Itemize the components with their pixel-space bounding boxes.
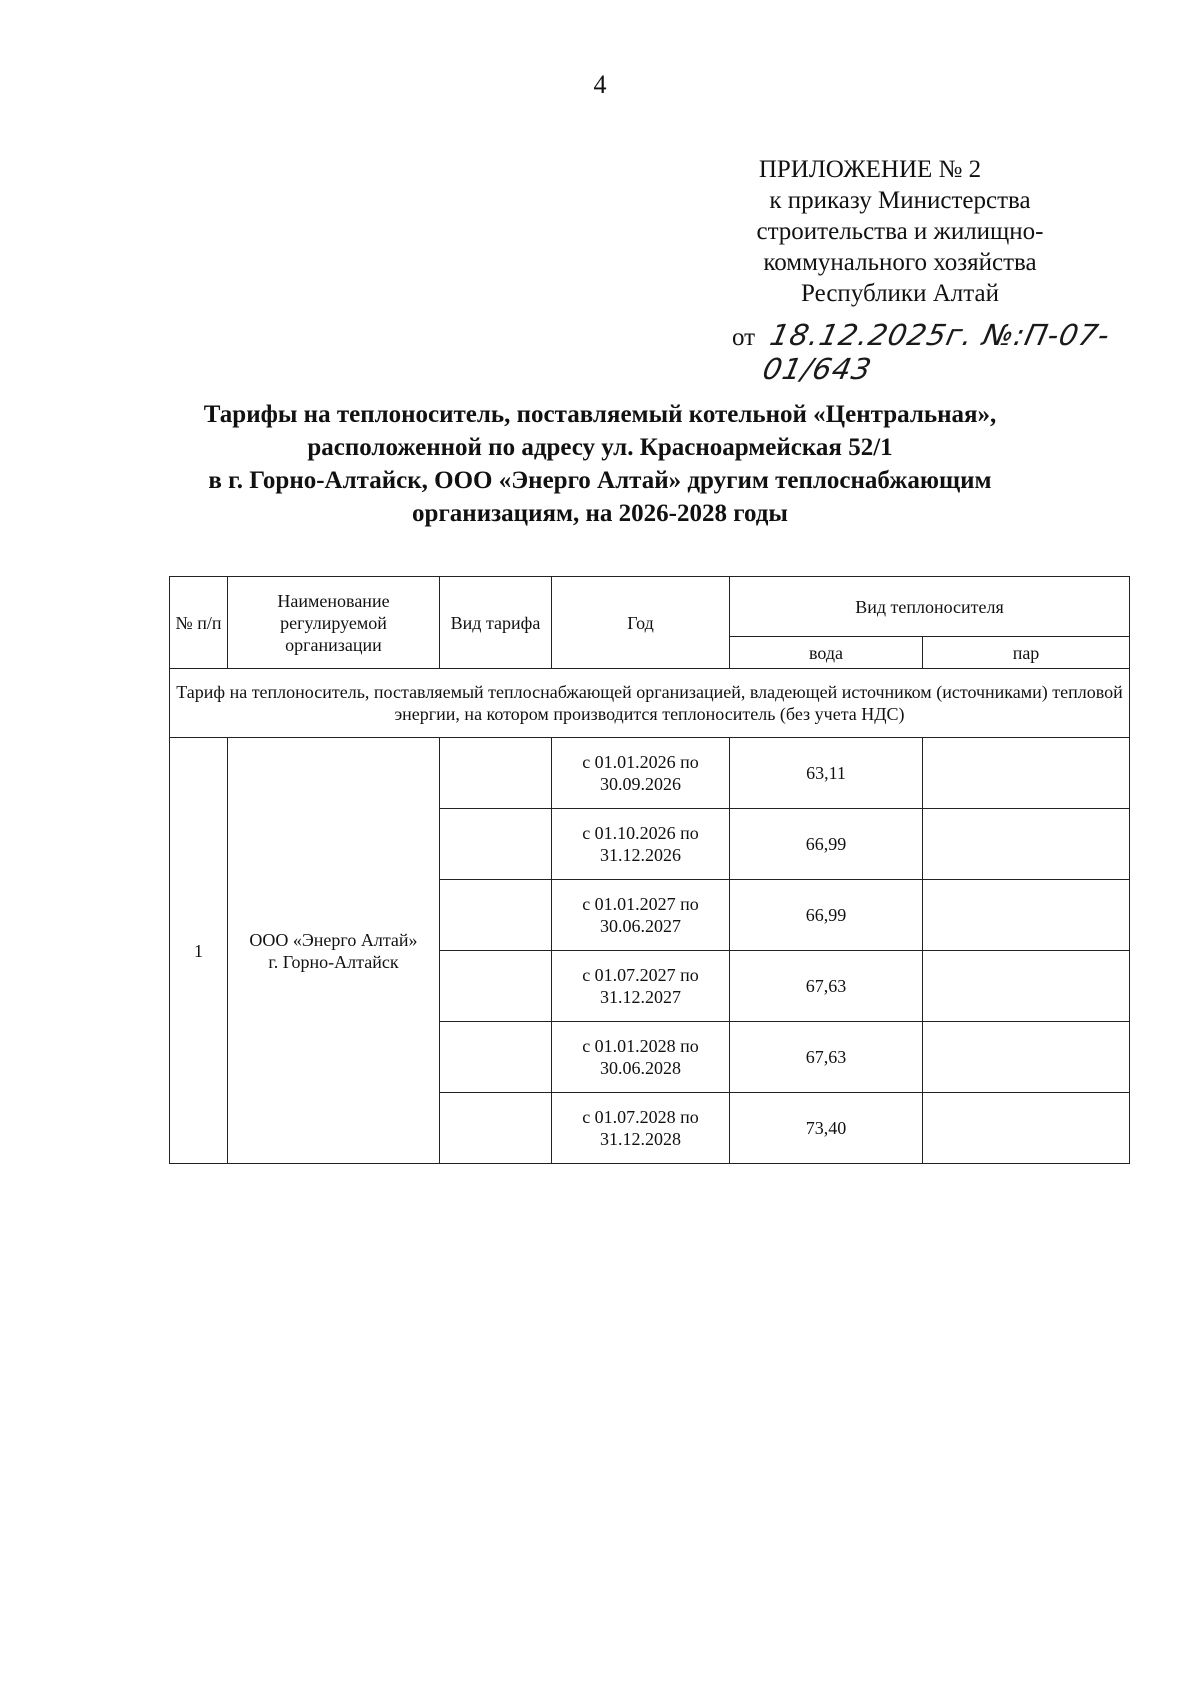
period-end: 31.12.2028 [600,1129,681,1149]
appendix-line: коммунального хозяйства [763,249,1037,276]
period-end: 30.09.2026 [600,774,681,794]
tariff-type-cell [440,951,552,1022]
steam-value [923,809,1130,880]
water-value: 66,99 [730,880,923,951]
tariff-type-cell [440,1022,552,1093]
period-start: с 01.07.2027 по [582,965,699,985]
period-start: с 01.07.2028 по [582,1107,699,1127]
header-water: вода [730,637,923,669]
appendix-block [690,154,1110,309]
period-start: с 01.01.2026 по [582,752,699,772]
tariff-type-cell [440,1093,552,1164]
tariff-table [169,576,1130,1164]
table-note: Тариф на теплоноситель, поставляемый теплоснабжающей организацией, владеющей источником (источниками) тепловой энергии, на котором производится теплоноситель (без учета НДС) [170,669,1130,738]
order-date-line [732,318,1132,386]
header-carrier: Вид теплоносителя [730,577,1130,637]
water-value: 67,63 [730,1022,923,1093]
title-line: Тарифы на теплоноситель, поставляемый котельной «Центральная», [203,401,997,428]
water-value: 67,63 [730,951,923,1022]
page-number: 4 [593,70,607,99]
appendix-line: к приказу Министерства [769,187,1031,214]
period-start: с 01.01.2028 по [582,1036,699,1056]
date-prefix: от [732,324,756,351]
header-row [170,577,1130,637]
period-end: 31.12.2026 [600,845,681,865]
period-start: с 01.01.2027 по [582,894,699,914]
period-cell [552,880,730,951]
steam-value [923,880,1130,951]
title-line: организациям, на 2026-2028 годы [412,500,788,527]
period-cell [552,1022,730,1093]
org-city: г. Горно-Алтайск [268,951,399,972]
period-start: с 01.10.2026 по [582,823,699,843]
tariff-type-cell [440,880,552,951]
header-tariff-type: Вид тарифа [440,577,552,669]
title-line: расположенной по адресу ул. Красноармейская 52/1 [307,434,893,461]
appendix-line: Республики Алтай [801,280,999,307]
table-row [170,738,1130,809]
appendix-line: строительства и жилищно- [756,218,1044,245]
entry-org [228,738,440,1164]
water-value: 73,40 [730,1093,923,1164]
entry-num: 1 [170,738,228,1164]
steam-value [923,1093,1130,1164]
title-line: в г. Горно-Алтайск, ООО «Энерго Алтай» другим теплоснабжающим [208,467,992,494]
note-row [170,669,1130,738]
tariff-type-cell [440,738,552,809]
steam-value [923,951,1130,1022]
header-org: Наименование регулируемой организации [228,577,440,669]
steam-value [923,1022,1130,1093]
water-value: 63,11 [730,738,923,809]
period-end: 31.12.2027 [600,987,681,1007]
document-title [160,398,1040,530]
period-end: 30.06.2028 [600,1058,681,1078]
org-name: ООО «Энерго Алтай» [249,929,418,950]
period-cell [552,738,730,809]
period-cell [552,1093,730,1164]
tariff-type-cell [440,809,552,880]
appendix-title: ПРИЛОЖЕНИЕ № 2 [758,156,982,183]
header-year: Год [552,577,730,669]
water-value: 66,99 [730,809,923,880]
header-steam: пар [923,637,1130,669]
period-cell [552,809,730,880]
handwritten-date-number: 18.12.2025г. №:П-07-01/643 [759,318,1114,386]
period-end: 30.06.2027 [600,916,681,936]
period-cell [552,951,730,1022]
steam-value [923,738,1130,809]
header-num: № п/п [170,577,228,669]
